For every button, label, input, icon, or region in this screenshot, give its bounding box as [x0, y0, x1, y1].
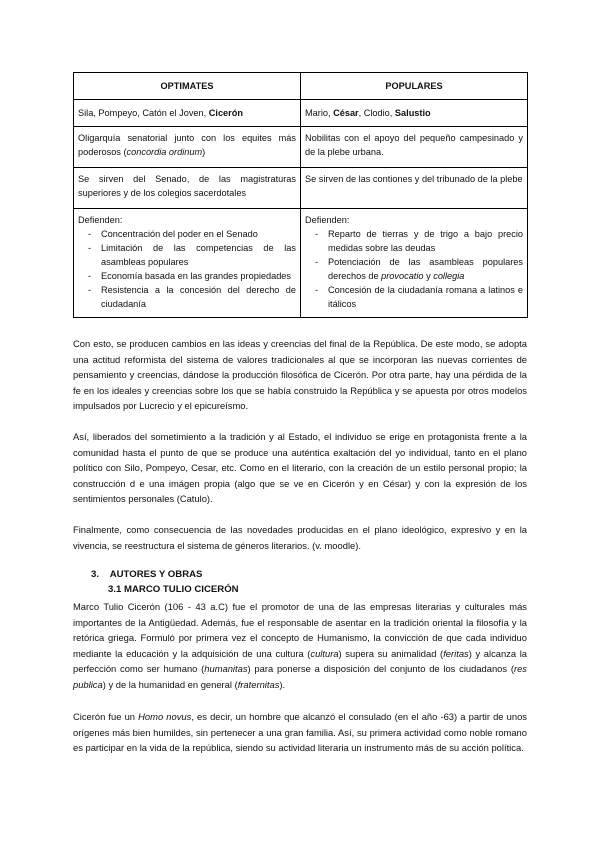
- table-cell: [301, 100, 528, 127]
- italic-run: Homo novus: [138, 711, 192, 722]
- paragraph-text: [73, 709, 527, 756]
- paragraph-3: [73, 522, 527, 553]
- table-row: [74, 168, 528, 209]
- text-run: ) para ponerse a disposición del conjunto de los ciudadanos (: [247, 663, 514, 675]
- paragraph-4: [73, 599, 527, 693]
- cell-text: Sila, Pompeyo, Catón el Joven,: [78, 108, 209, 118]
- defienden-label: Defienden:: [305, 215, 350, 225]
- header-populares: POPULARES: [301, 73, 528, 100]
- text-run: ) y de la humanidad en general (: [102, 678, 238, 690]
- header-optimates: OPTIMATES: [74, 73, 301, 100]
- populares-list: [305, 227, 523, 311]
- section-title: AUTORES Y OBRAS: [109, 569, 203, 580]
- text-run: Cicerón fue un: [73, 711, 139, 722]
- optimates-list: [78, 227, 296, 311]
- item-text: y: [423, 271, 434, 281]
- text-run: ) y alcanza la perfección como ser humano (: [73, 647, 527, 675]
- italic-run: res publica: [73, 663, 527, 690]
- cell-text: , Clodio,: [358, 108, 395, 118]
- list-item: - Limitación de las competencias de las asambleas populares: [78, 241, 296, 269]
- paragraph-1: [73, 336, 527, 414]
- defienden-label: Defienden:: [78, 215, 123, 225]
- text-run: ).: [279, 678, 286, 690]
- paragraph-5: [73, 709, 527, 756]
- table-row: [74, 100, 528, 127]
- cell-text: ): [202, 147, 206, 157]
- italic-run: fraternitas: [237, 678, 280, 690]
- list-item: - Economía basada en las grandes propiedades: [78, 269, 296, 283]
- list-item: - Reparto de tierras y de trigo a bajo precio medidas sobre las deudas: [305, 227, 523, 255]
- table-cell: [74, 100, 301, 127]
- table-row: [74, 209, 528, 318]
- paragraph-2: [73, 429, 527, 507]
- table-row: [74, 127, 528, 168]
- list-item: - Resistencia a la concesión del derecho de ciudadanía: [78, 283, 296, 311]
- cell-bold-text: Salustio: [394, 108, 431, 118]
- text-run: ) supera su animalidad (: [338, 647, 444, 659]
- italic-run: feritas: [443, 647, 469, 659]
- table-cell: [301, 209, 528, 318]
- table-cell: Se sirven del Senado, de las magistraturas superiores y de los colegios sacerdotales: [74, 168, 301, 209]
- table-cell: Se sirven de las contiones y del tribunado de la plebe: [301, 168, 528, 209]
- paragraph-text: Así, liberados del sometimiento a la tradición y al Estado, el individuo se erige en protagonista frente a la comunidad hasta el punto de que se produce una auténtica exaltación del yo individual, tanto en el plano político con Silo, Pompeyo, Cesar, etc. Como en el literario, con la creación de un estilo personal propio; la construcción d e una imágen propia (algo que se ve en Cicerón y en César) y con la expresión de los sentimientos personales (Catulo).: [73, 431, 527, 505]
- paragraph-text: Con esto, se producen cambios en las ideas y creencias del final de la República. De este modo, se adopta una actitud reformista del sistema de valores tradicionales al que se incorporan las nuevas corrientes de pensamiento y creencias, dándose la producción filosófica de Cicerón. Por otra parte, hay una pérdida de la fe en los ideales y creencias sobre los que se había construido la República y se apuesta por otros modelos impulsados por Lucrecio y el epicureísmo.: [73, 338, 527, 412]
- list-item: - Concentración del poder en el Senado: [78, 227, 296, 241]
- paragraph-text: [73, 599, 527, 693]
- section-heading: [91, 568, 202, 582]
- table-cell: [74, 127, 301, 168]
- list-item: - Concesión de la ciudadanía romana a latinos e itálicos: [305, 283, 523, 311]
- italic-run: humanitas: [204, 663, 248, 675]
- list-item: [305, 255, 523, 283]
- italic-run: cultura: [310, 647, 339, 659]
- table-header-row: [74, 73, 528, 100]
- cell-bold-text: Cicerón: [208, 108, 243, 118]
- subsection-heading: 3.1 MARCO TULIO CICERÓN: [108, 584, 239, 595]
- item-text: Potenciación de las asambleas populares derechos de: [328, 257, 523, 281]
- optimates-populares-table: [73, 72, 528, 318]
- table-cell: Nobilitas con el apoyo del pequeño campesinado y de la plebe urbana.: [301, 127, 528, 168]
- paragraph-text: Finalmente, como consecuencia de las novedades producidas en el plano ideológico, expresivo y en la vivencia, se reestructura el sistema de géneros literarios. (v. moodle).: [73, 524, 527, 551]
- cell-text: Mario,: [305, 108, 334, 118]
- text-run: Marco Tulio Cicerón (106 - 43 a.C) fue el promotor de una de las empresas literarias y culturales más importantes de la Antigüedad. Además, fue el responsable de asentar en la tradición oriental la filosofía y la retórica griega. Formuló por primera vez el concepto de Humanismo, la convicción de que cada individuo mediante la educación y la adquisición de una cultura (: [73, 601, 527, 659]
- text-run: , es decir, un hombre que alcanzó el consulado (en el año -63) a partir de unos orígenes más bien humildes, sin pertenecer a una gran familia. Así, su primera actividad como noble romano es participar en la vida de la república, siendo su actividad literaria un instrumento más de su acción política.: [73, 711, 527, 754]
- cell-bold-text: César: [333, 108, 359, 118]
- cell-italic-text: concordia ordinum: [126, 147, 203, 157]
- item-italic: provocatio: [381, 271, 424, 281]
- section-number: 3.: [91, 569, 100, 580]
- table-cell: [74, 209, 301, 318]
- item-italic: collegia: [433, 271, 465, 281]
- cell-text: Oligarquía senatorial junto con los equites más poderosos (: [78, 133, 296, 157]
